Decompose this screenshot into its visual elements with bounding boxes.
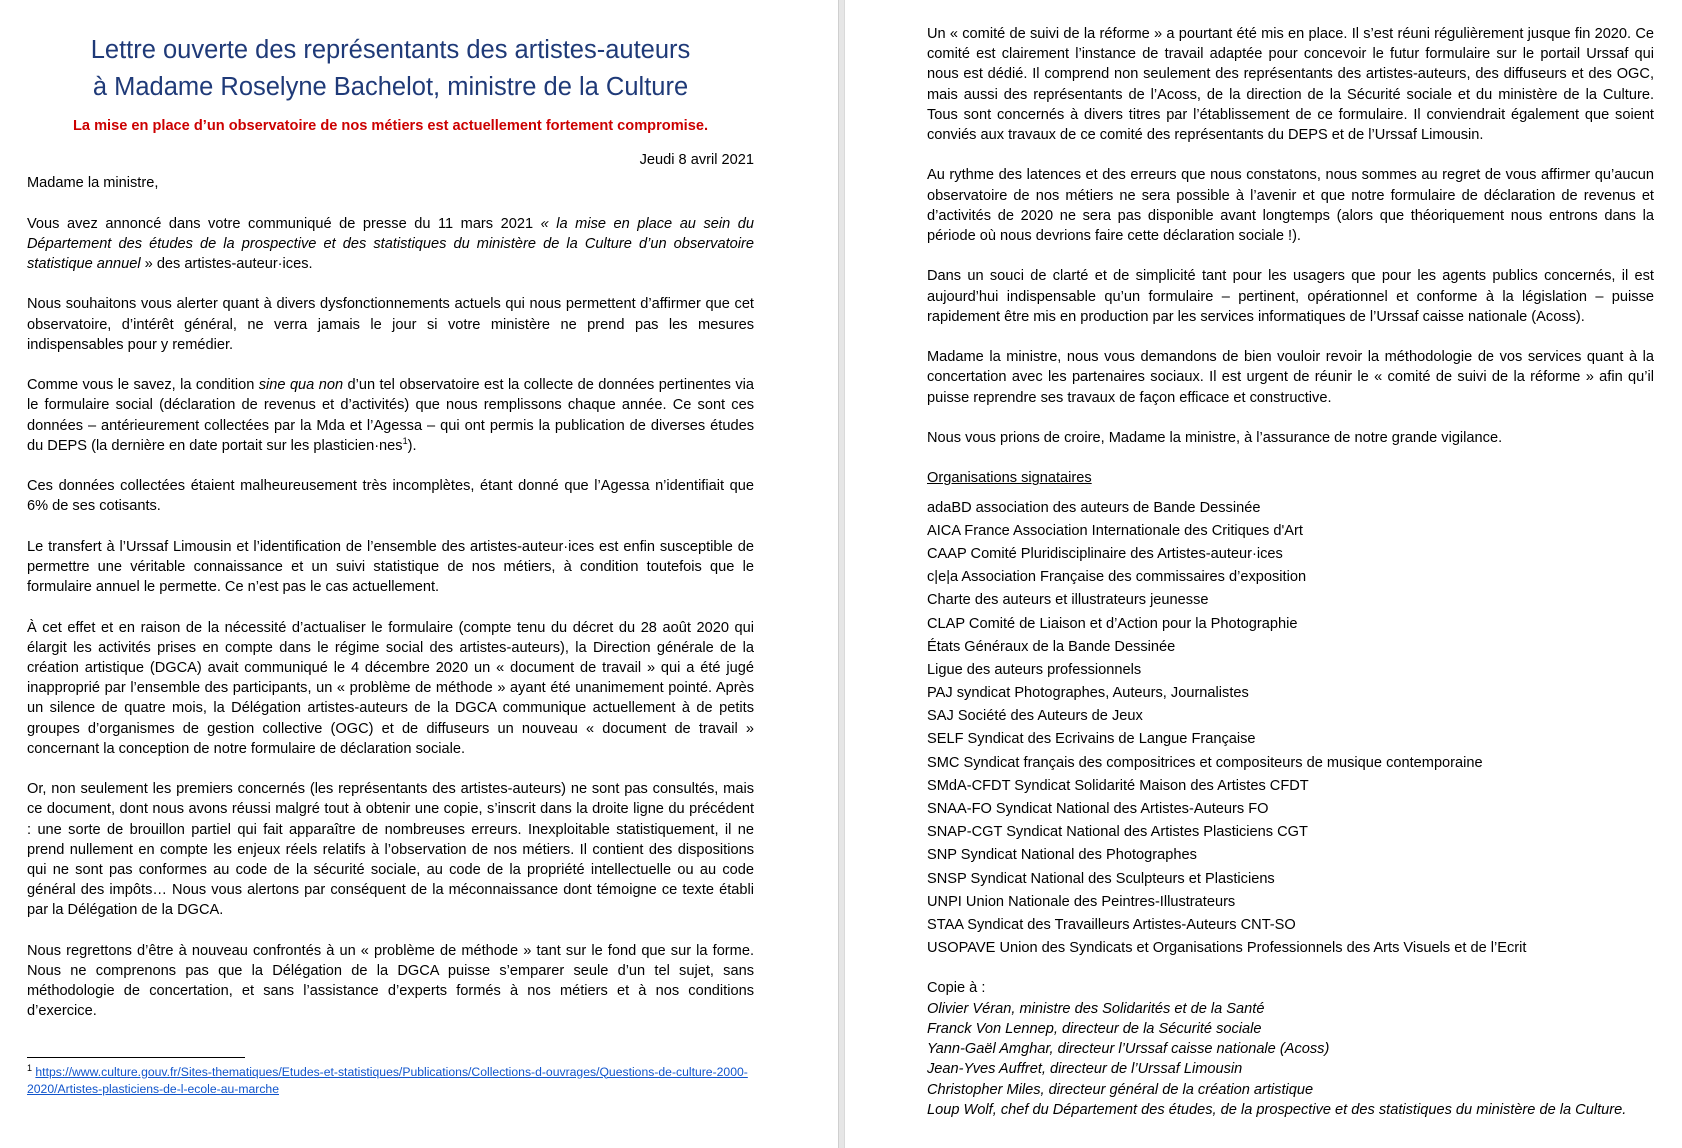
paragraph-1-intro: Vous avez annoncé dans votre communiqué de presse du 11 mars 2021 <box>27 215 541 232</box>
paragraph-6: À cet effet et en raison de la nécessité d’actualiser le formulaire (compte tenu du décret du 28 août 2020 qui élargit les activités prises en compte dans le régime social des artistes-auteurs), la Direction générale de la création artistique (DGCA) avait communiqué le 4 décembre 2020 un « document de travail » qui a été jugé inapproprié par l’ensemble des participants, un « problème de méthode » ayant été unanimement pointé. Après un silence de quatre mois, la Délégation artistes-auteurs de la DGCA communique actuellement à de petits groupes d’organismes de gestion collective (OGC) et de diffuseurs un nouveau « document de travail » concernant la conception de notre formulaire de déclaration sociale. <box>27 619 754 757</box>
letter-date: Jeudi 8 avril 2021 <box>639 152 754 168</box>
organisation-item: Ligue des auteurs professionnels <box>927 661 1142 678</box>
copy-recipient: Jean-Yves Auffret, directeur de l’Urssaf Limousin <box>927 1061 1243 1078</box>
paragraph-5: Le transfert à l’Urssaf Limousin et l’identification de l’ensemble des artistes-auteur·ices est enfin susceptible de permettre une véritable connaissance et un suivi statistique de nos métiers, à condition toutefois que le formulaire annuel le permette. Ce n’est pas le cas actuellement. <box>27 538 754 596</box>
paragraph-1 <box>27 214 754 275</box>
title-line-2: à Madame Roselyne Bachelot, ministre de la Culture <box>92 73 689 101</box>
page-divider <box>838 0 845 1148</box>
copy-recipient: Christopher Miles, directeur général de la création artistique <box>927 1081 1314 1098</box>
paragraph-2: Nous souhaitons vous alerter quant à divers dysfonctionnements actuels qui nous permettent d’affirmer que cet observatoire, d’intérêt général, ne verra jamais le jour si votre ministère ne prend pas les mesures indispensables pour y remédier. <box>27 296 754 353</box>
organisation-item: AICA France Association Internationale des Critiques d'Art <box>927 522 1303 539</box>
footnote-ref[interactable]: 1 <box>402 435 408 446</box>
organisations-list <box>927 497 1654 961</box>
paragraph-3-end: ). <box>407 437 417 454</box>
organisation-item: UNPI Union Nationale des Peintres-Illustrateurs <box>927 893 1236 910</box>
paragraph-3 <box>27 375 754 456</box>
organisation-item: STAA Syndicat des Travailleurs Artistes-Auteurs CNT-SO <box>927 916 1296 933</box>
paragraph-13: Nous vous prions de croire, Madame la ministre, à l’assurance de notre grande vigilance. <box>927 430 1503 446</box>
organisation-item: SMdA-CFDT Syndicat Solidarité Maison des Artistes CFDT <box>927 777 1309 794</box>
organisation-item: USOPAVE Union des Syndicats et Organisations Professionnels des Arts Visuels et de l’Ecrit <box>927 940 1527 957</box>
organisation-item: SMC Syndicat français des compositrices et compositeurs de musique contemporaine <box>927 754 1483 771</box>
organisation-item: c|e|a Association Française des commissaires d’exposition <box>927 569 1307 586</box>
copy-recipient: Loup Wolf, chef du Département des études, de la prospective et des statistiques du ministère de la Culture. <box>927 1102 1627 1119</box>
letter-title <box>27 32 754 106</box>
left-column <box>27 32 754 1098</box>
organisation-item: PAJ syndicat Photographes, Auteurs, Journalistes <box>927 685 1249 702</box>
title-line-1: Lettre ouverte des représentants des artistes-auteurs <box>90 36 691 64</box>
right-column <box>927 24 1654 1120</box>
organisation-item: SNAP-CGT Syndicat National des Artistes Plasticiens CGT <box>927 824 1308 841</box>
footnote <box>27 1064 754 1098</box>
paragraph-8: Nous regrettons d’être à nouveau confrontés à un « problème de méthode » tant sur le fond que sur la forme. Nous ne comprenons pas que la Délégation de la DGCA puisse s’emparer seule d’un tel sujet, sans méthodologie de concertation, et sans l’assistance d’experts formés à nos métiers et à nos conditions d’exercice. <box>27 942 754 1020</box>
copy-recipient: Franck Von Lennep, directeur de la Sécurité sociale <box>927 1020 1262 1037</box>
organisation-item: SAJ Société des Auteurs de Jeux <box>927 708 1143 725</box>
organisation-item: États Généraux de la Bande Dessinée <box>927 638 1176 655</box>
footnote-link[interactable]: https://www.culture.gouv.fr/Sites-thematiques/Etudes-et-statistiques/Publications/Collections-d-ouvrages/Questions-de-culture-2000-2020/Artistes-plasticiens-de-l-ecole-au-marche <box>27 1064 748 1096</box>
paragraph-10: Au rythme des latences et des erreurs que nous constatons, nous sommes au regret de vous affirmer qu’aucun observatoire de nos métiers ne sera possible à l’avenir et que notre formulaire de déclaration de revenus et d’activités de 2020 ne sera pas disponible avant longtemps (alors que théoriquement nous entrons dans la période où nous devrions faire cette déclaration sociale !). <box>927 167 1654 245</box>
copy-list <box>927 999 1654 1121</box>
organisations-title: Organisations signataires <box>927 470 1092 487</box>
copy-recipient: Olivier Véran, ministre des Solidarités et de la Santé <box>927 1000 1265 1017</box>
paragraph-1-end: » des artistes-auteur·ices. <box>140 256 313 272</box>
paragraph-11: Dans un souci de clarté et de simplicité tant pour les usagers que pour les agents publics concernés, il est aujourd’hui indispensable qu’un formulaire – pertinent, opérationnel et conforme à la législation – puisse rapidement être mis en production par les services informatiques de l’Urssaf caisse nationale (Acoss). <box>927 268 1654 325</box>
page-right <box>845 0 1682 1148</box>
copy-recipient: Yann-Gaël Amghar, directeur l’Urssaf caisse nationale (Acoss) <box>927 1041 1330 1058</box>
organisation-item: SNSP Syndicat National des Sculpteurs et Plasticiens <box>927 870 1275 887</box>
paragraph-9: Un « comité de suivi de la réforme » a pourtant été mis en place. Il s’est réuni régulièrement jusque fin 2020. Ce comité est clairement l’instance de travail adaptée pour concevoir le futur formulaire sur le portail Urssaf qui nous est dédié. Il comprend non seulement des représentants des artistes-auteurs, des diffuseurs et des OGC, mais aussi des représentants de l’Acoss, de la direction de la Sécurité sociale et du ministère de la Culture. Tous sont concernés à divers titres par l’établissement de ce formulaire. Il conviendrait également que soient conviés aux travaux de ce comité des représentants du DEPS et de l’Urssaf Limousin. <box>927 26 1654 144</box>
salutation: Madame la ministre, <box>27 175 159 192</box>
copy-title: Copie à : <box>927 980 986 997</box>
organisation-item: Charte des auteurs et illustrateurs jeunesse <box>927 592 1209 609</box>
organisation-item: CAAP Comité Pluridisciplinaire des Artistes-auteur·ices <box>927 545 1283 562</box>
page-left <box>0 0 838 1148</box>
paragraph-12: Madame la ministre, nous vous demandons de bien vouloir revoir la méthodologie de vos services quant à la concertation avec les partenaires sociaux. Il est urgent de réunir le « comité de suivi de la réforme » afin qu’il puisse reprendre ses travaux de façon efficace et constructive. <box>927 349 1654 406</box>
paragraph-4: Ces données collectées étaient malheureusement très incomplètes, étant donné que l’Agessa n’identifiait que 6% de ses cotisants. <box>27 478 754 515</box>
paragraph-7: Or, non seulement les premiers concernés (les représentants des artistes-auteurs) ne sont pas consultés, mais ce document, dont nous avons réussi malgré tout à obtenir une copie, s’inscrit dans la droite ligne du précédent : une sorte de brouillon partiel qui fait apparaître de nombreuses erreurs. Inexploitable statistiquement, il ne prend nullement en compte les enjeux réels relatifs à l’observation de nos métiers. Il contient des dispositions qui ne sont pas conformes au code de la sécurité sociale, au code de la propriété intellectuelle ou au code général des impôts… Nous vous alertons par conséquent de la méconnaissance dont témoigne ce texte établi par la Délégation de la DGCA. <box>27 781 754 919</box>
organisation-item: CLAP Comité de Liaison et d’Action pour la Photographie <box>927 615 1298 632</box>
footnote-number: 1 <box>27 1062 33 1073</box>
organisation-item: adaBD association des auteurs de Bande Dessinée <box>927 499 1261 516</box>
paragraph-3-body: d’un tel observatoire est la collecte de données pertinentes via le formulaire social (déclaration de revenus et d’activités) que nous remplissons chaque année. Ce sont ces données – antérieurement collectées par la Mda et l’Agessa – qui ont permis la publication de diverses études du DEPS (la dernière en date portait sur les plasticien·nes <box>27 377 754 454</box>
paragraph-3-italic: sine qua non <box>258 377 344 394</box>
organisation-item: SELF Syndicat des Ecrivains de Langue Française <box>927 731 1256 748</box>
organisation-item: SNP Syndicat National des Photographes <box>927 847 1197 864</box>
letter-subtitle: La mise en place d’un observatoire de nos métiers est actuellement fortement compromise. <box>72 118 709 134</box>
paragraph-3-intro: Comme vous le savez, la condition <box>27 377 259 394</box>
organisation-item: SNAA-FO Syndicat National des Artistes-Auteurs FO <box>927 801 1269 818</box>
paragraph-1-quote: « la mise en place au sein du Département des études de la prospective et des statistiques du ministère de la Culture d’un observatoire statistique annuel <box>27 215 754 272</box>
footnote-separator <box>27 1057 245 1058</box>
